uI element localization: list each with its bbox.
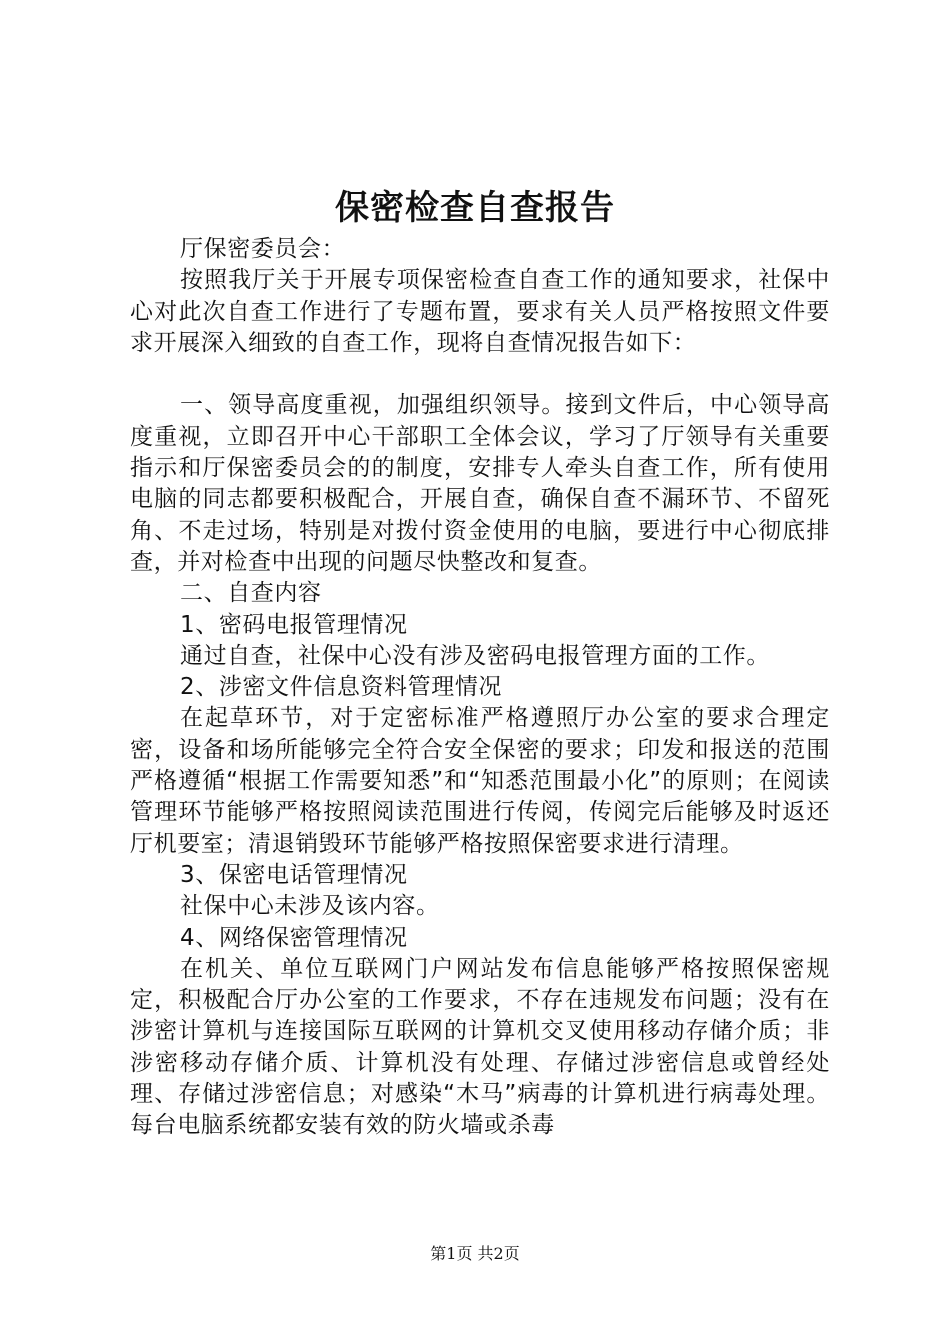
section-1-paragraph: 一、领导高度重视，加强组织领导。接到文件后，中心领导高度重视，立即召开中心干部职工全体会议，学习了厅领导有关重要指示和厅保密委员会的的制度，安排专人牵头自查工作，所有使用电脑的同志都要积极配合，开展自查，确保自查不漏环节、不留死角、不走过场，特别是对拨付资金使用的电脑，要进行中心彻底排查，并对检查中出现的问题尽快整改和复查。 — [130, 392, 830, 575]
item-1-heading: 1、密码电报管理情况 — [180, 611, 408, 638]
item-4-paragraph: 在机关、单位互联网门户网站发布信息能够严格按照保密规定，积极配合厅办公室的工作要求，不存在违规发布问题；没有在涉密计算机与连接国际互联网的计算机交叉使用移动存储介质；非涉密移动存储介质、计算机没有处理、存储过涉密信息或曾经处理、存储过涉密信息；对感染“木马”病毒的计算机进行病毒处理。每台电脑系统都安装有效的防火墙或杀毒 — [130, 955, 830, 1139]
intro-paragraph: 按照我厅关于开展专项保密检查自查工作的通知要求，社保中心对此次自查工作进行了专题布置，要求有关人员严格按照文件要求开展深入细致的自查工作，现将自查情况报告如下： — [130, 267, 830, 356]
item-4-heading: 4、网络保密管理情况 — [180, 924, 408, 951]
section-2-heading: 二、自查内容 — [180, 580, 322, 607]
blank-line — [130, 359, 830, 390]
document-body — [130, 234, 830, 1142]
item-3-paragraph: 社保中心未涉及该内容。 — [180, 893, 440, 920]
page-footer: 第1页 共2页 — [430, 1244, 520, 1263]
item-3-heading: 3、保密电话管理情况 — [180, 861, 408, 888]
document-title: 保密检查自查报告 — [335, 188, 615, 228]
item-2-paragraph: 在起草环节，对于定密标准严格遵照厅办公室的要求合理定密，设备和场所能够完全符合安全保密的要求；印发和报送的范围严格遵循“根据工作需要知悉”和“知悉范围最小化”的原则；在阅读管理环节能够严格按照阅读范围进行传阅，传阅完后能够及时返还厅机要室；清退销毁环节能够严格按照保密要求进行清理。 — [130, 705, 830, 857]
salutation: 厅保密委员会： — [180, 236, 346, 262]
item-2-heading: 2、涉密文件信息资料管理情况 — [180, 674, 503, 701]
item-1-paragraph: 通过自查，社保中心没有涉及密码电报管理方面的工作。 — [180, 642, 770, 669]
